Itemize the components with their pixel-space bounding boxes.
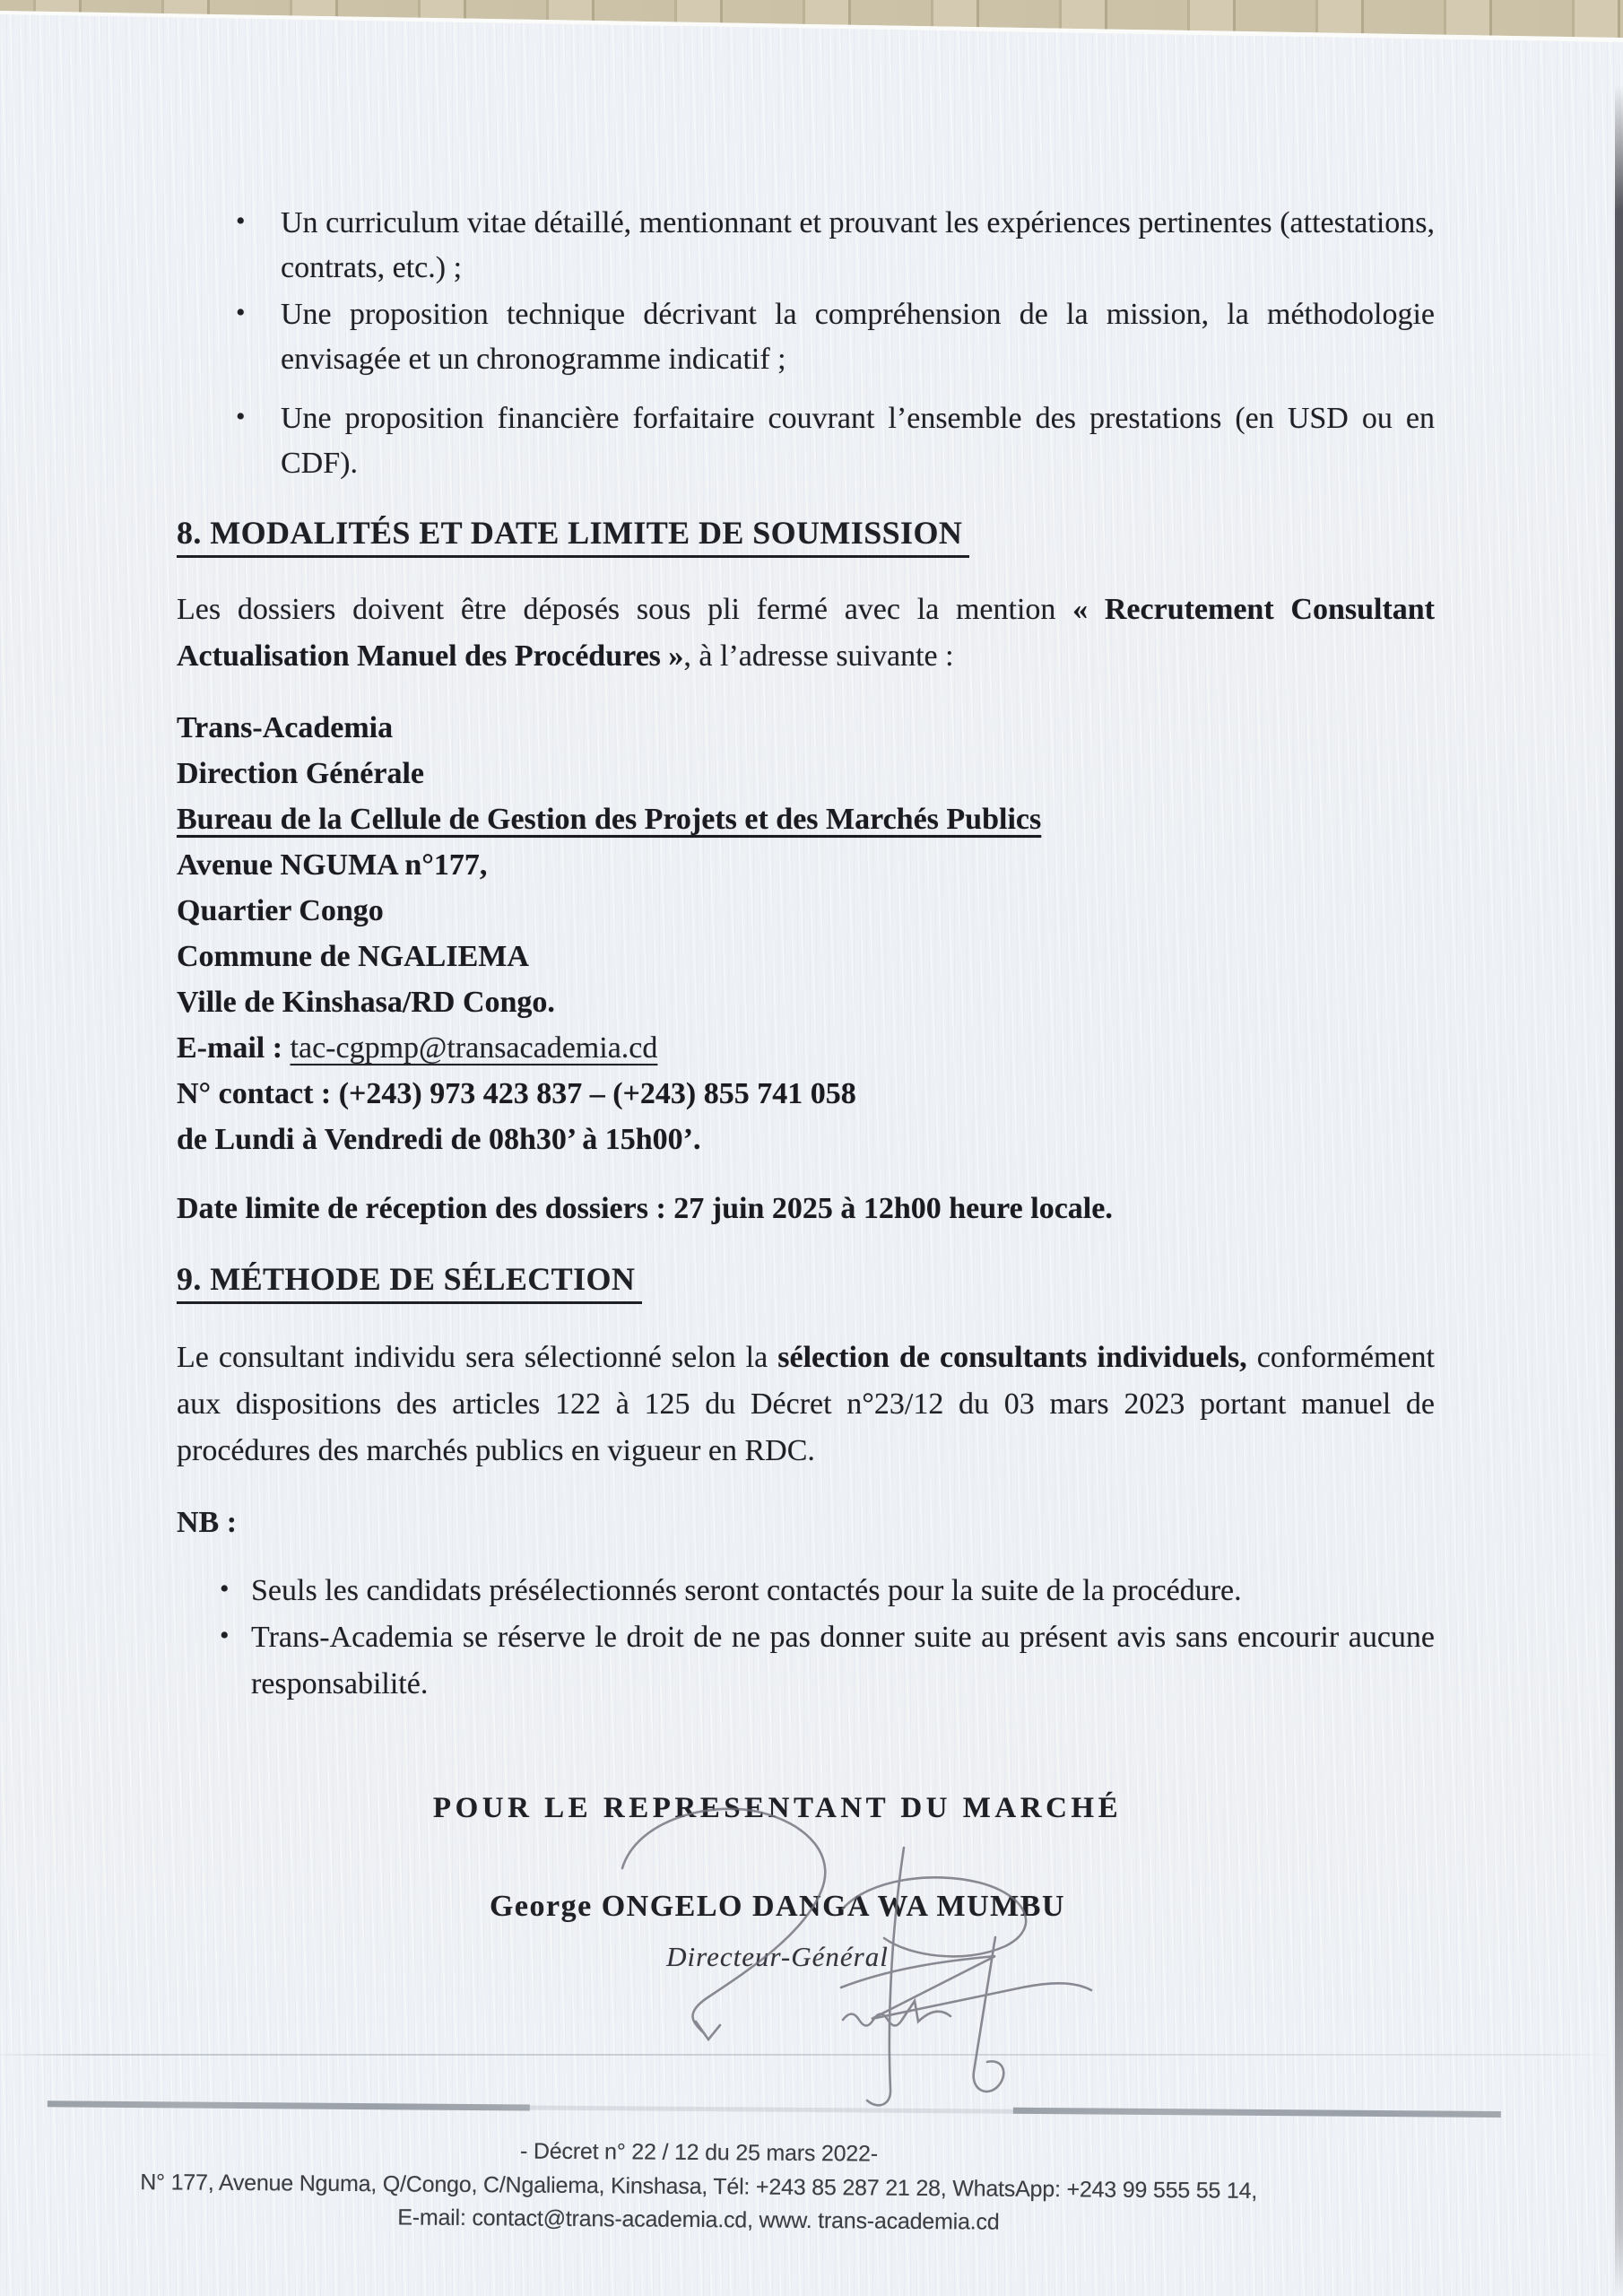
requirement-text: Un curriculum vitae détaillé, mentionnant et prouvant les expériences pertinentes (attestations, contrats, etc.) ;: [281, 206, 1435, 284]
signatory-role: Directeur-Général: [666, 1941, 889, 1972]
footer-address-line: N° 177, Avenue Nguma, Q/Congo, C/Ngaliema, Kinshasa, Tél: +243 85 287 21 28, WhatsApp: +243 99 555 55 14,: [140, 2170, 1258, 2204]
bullet-icon: •: [220, 1621, 230, 1650]
intro-mention-bold: « Recrutement Consultant Actualisation Manuel des Procédures »: [177, 593, 1435, 673]
section-9-heading: 9. MÉTHODE DE SÉLECTION: [177, 1259, 1435, 1304]
footer-decree-line: - Décret n° 22 / 12 du 25 mars 2022-: [519, 2138, 879, 2167]
address-line: Direction Générale: [177, 757, 425, 790]
s9-text-tail: conformément aux dispositions des articles 122 à 125 du Décret n°23/12 du 03 mars 2023 portant manuel de procédures des marchés publics en vigueur en RDC.: [177, 1341, 1435, 1467]
email-address: tac-cgpmp@transacademia.cd: [290, 1031, 658, 1065]
requirements-list: [177, 201, 1435, 486]
bullet-icon: •: [220, 1574, 230, 1604]
section-8-intro: [177, 587, 1435, 680]
email-line: [177, 1025, 1435, 1071]
list-item: [236, 201, 1435, 291]
submission-address-block: [177, 705, 1435, 1162]
address-line: Trans-Academia: [177, 711, 394, 744]
list-item: [220, 1614, 1435, 1708]
contact-line: N° contact : (+243) 973 423 837 – (+243) 855 741 058: [177, 1077, 856, 1110]
bullet-icon: •: [236, 402, 246, 431]
list-item: [236, 396, 1435, 486]
document-body: [177, 201, 1435, 1980]
intro-text-tail: , à l’adresse suivante :: [683, 639, 954, 673]
requirement-text: Une proposition financière forfaitaire couvrant l’ensemble des prestations (en USD ou en CDF).: [281, 402, 1435, 480]
deadline-line: Date limite de réception des dossiers : 27 juin 2025 à 12h00 heure locale.: [177, 1192, 1113, 1225]
bullet-icon: •: [236, 298, 246, 327]
address-line: Avenue NGUMA n°177,: [177, 848, 488, 882]
email-label: E-mail :: [177, 1031, 291, 1065]
section-8-heading: 8. MODALITÉS ET DATE LIMITE DE SOUMISSION: [177, 513, 1435, 558]
section-9-paragraph: [177, 1335, 1435, 1474]
intro-text: Les dossiers doivent être déposés sous pli fermé avec la mention: [177, 593, 1073, 626]
list-item: [220, 1568, 1435, 1614]
signatory-name: George ONGELO DANGA WA MUMBU: [489, 1890, 1065, 1923]
handwritten-signature: [574, 1794, 1148, 2117]
nb-label: NB :: [177, 1506, 238, 1539]
address-line: Ville de Kinshasa/RD Congo.: [177, 986, 555, 1019]
page-edge-shadow: [1615, 85, 1623, 2296]
bullet-icon: •: [236, 206, 246, 236]
s9-bold: sélection de consultants individuels,: [777, 1341, 1247, 1374]
address-line: Commune de NGALIEMA: [177, 940, 529, 973]
list-item: [236, 292, 1435, 382]
s9-text: Le consultant individu sera sélectionné selon la: [177, 1341, 778, 1374]
nb-item-text: Seuls les candidats présélectionnés seront contactés pour la suite de la procédure.: [251, 1574, 1242, 1607]
nb-item-text: Trans-Academia se réserve le droit de ne pas donner suite au présent avis sans encourir aucune responsabilité.: [251, 1621, 1435, 1700]
requirement-text: Une proposition technique décrivant la compréhension de la mission, la méthodologie envisagée et un chronogramme indicatif ;: [281, 298, 1435, 376]
address-line: Bureau de la Cellule de Gestion des Projets et des Marchés Publics: [177, 803, 1042, 836]
signature-for-line: POUR LE REPRESENTANT DU MARCHÉ: [432, 1792, 1123, 1824]
hours-line: de Lundi à Vendredi de 08h30’ à 15h00’.: [177, 1123, 701, 1156]
footer-email-line: E-mail: contact@trans-academia.cd, www. trans-academia.cd: [397, 2205, 1000, 2235]
address-line: Quartier Congo: [177, 894, 384, 927]
footer-rule-left: [48, 2100, 530, 2110]
nb-list: [177, 1568, 1435, 1708]
